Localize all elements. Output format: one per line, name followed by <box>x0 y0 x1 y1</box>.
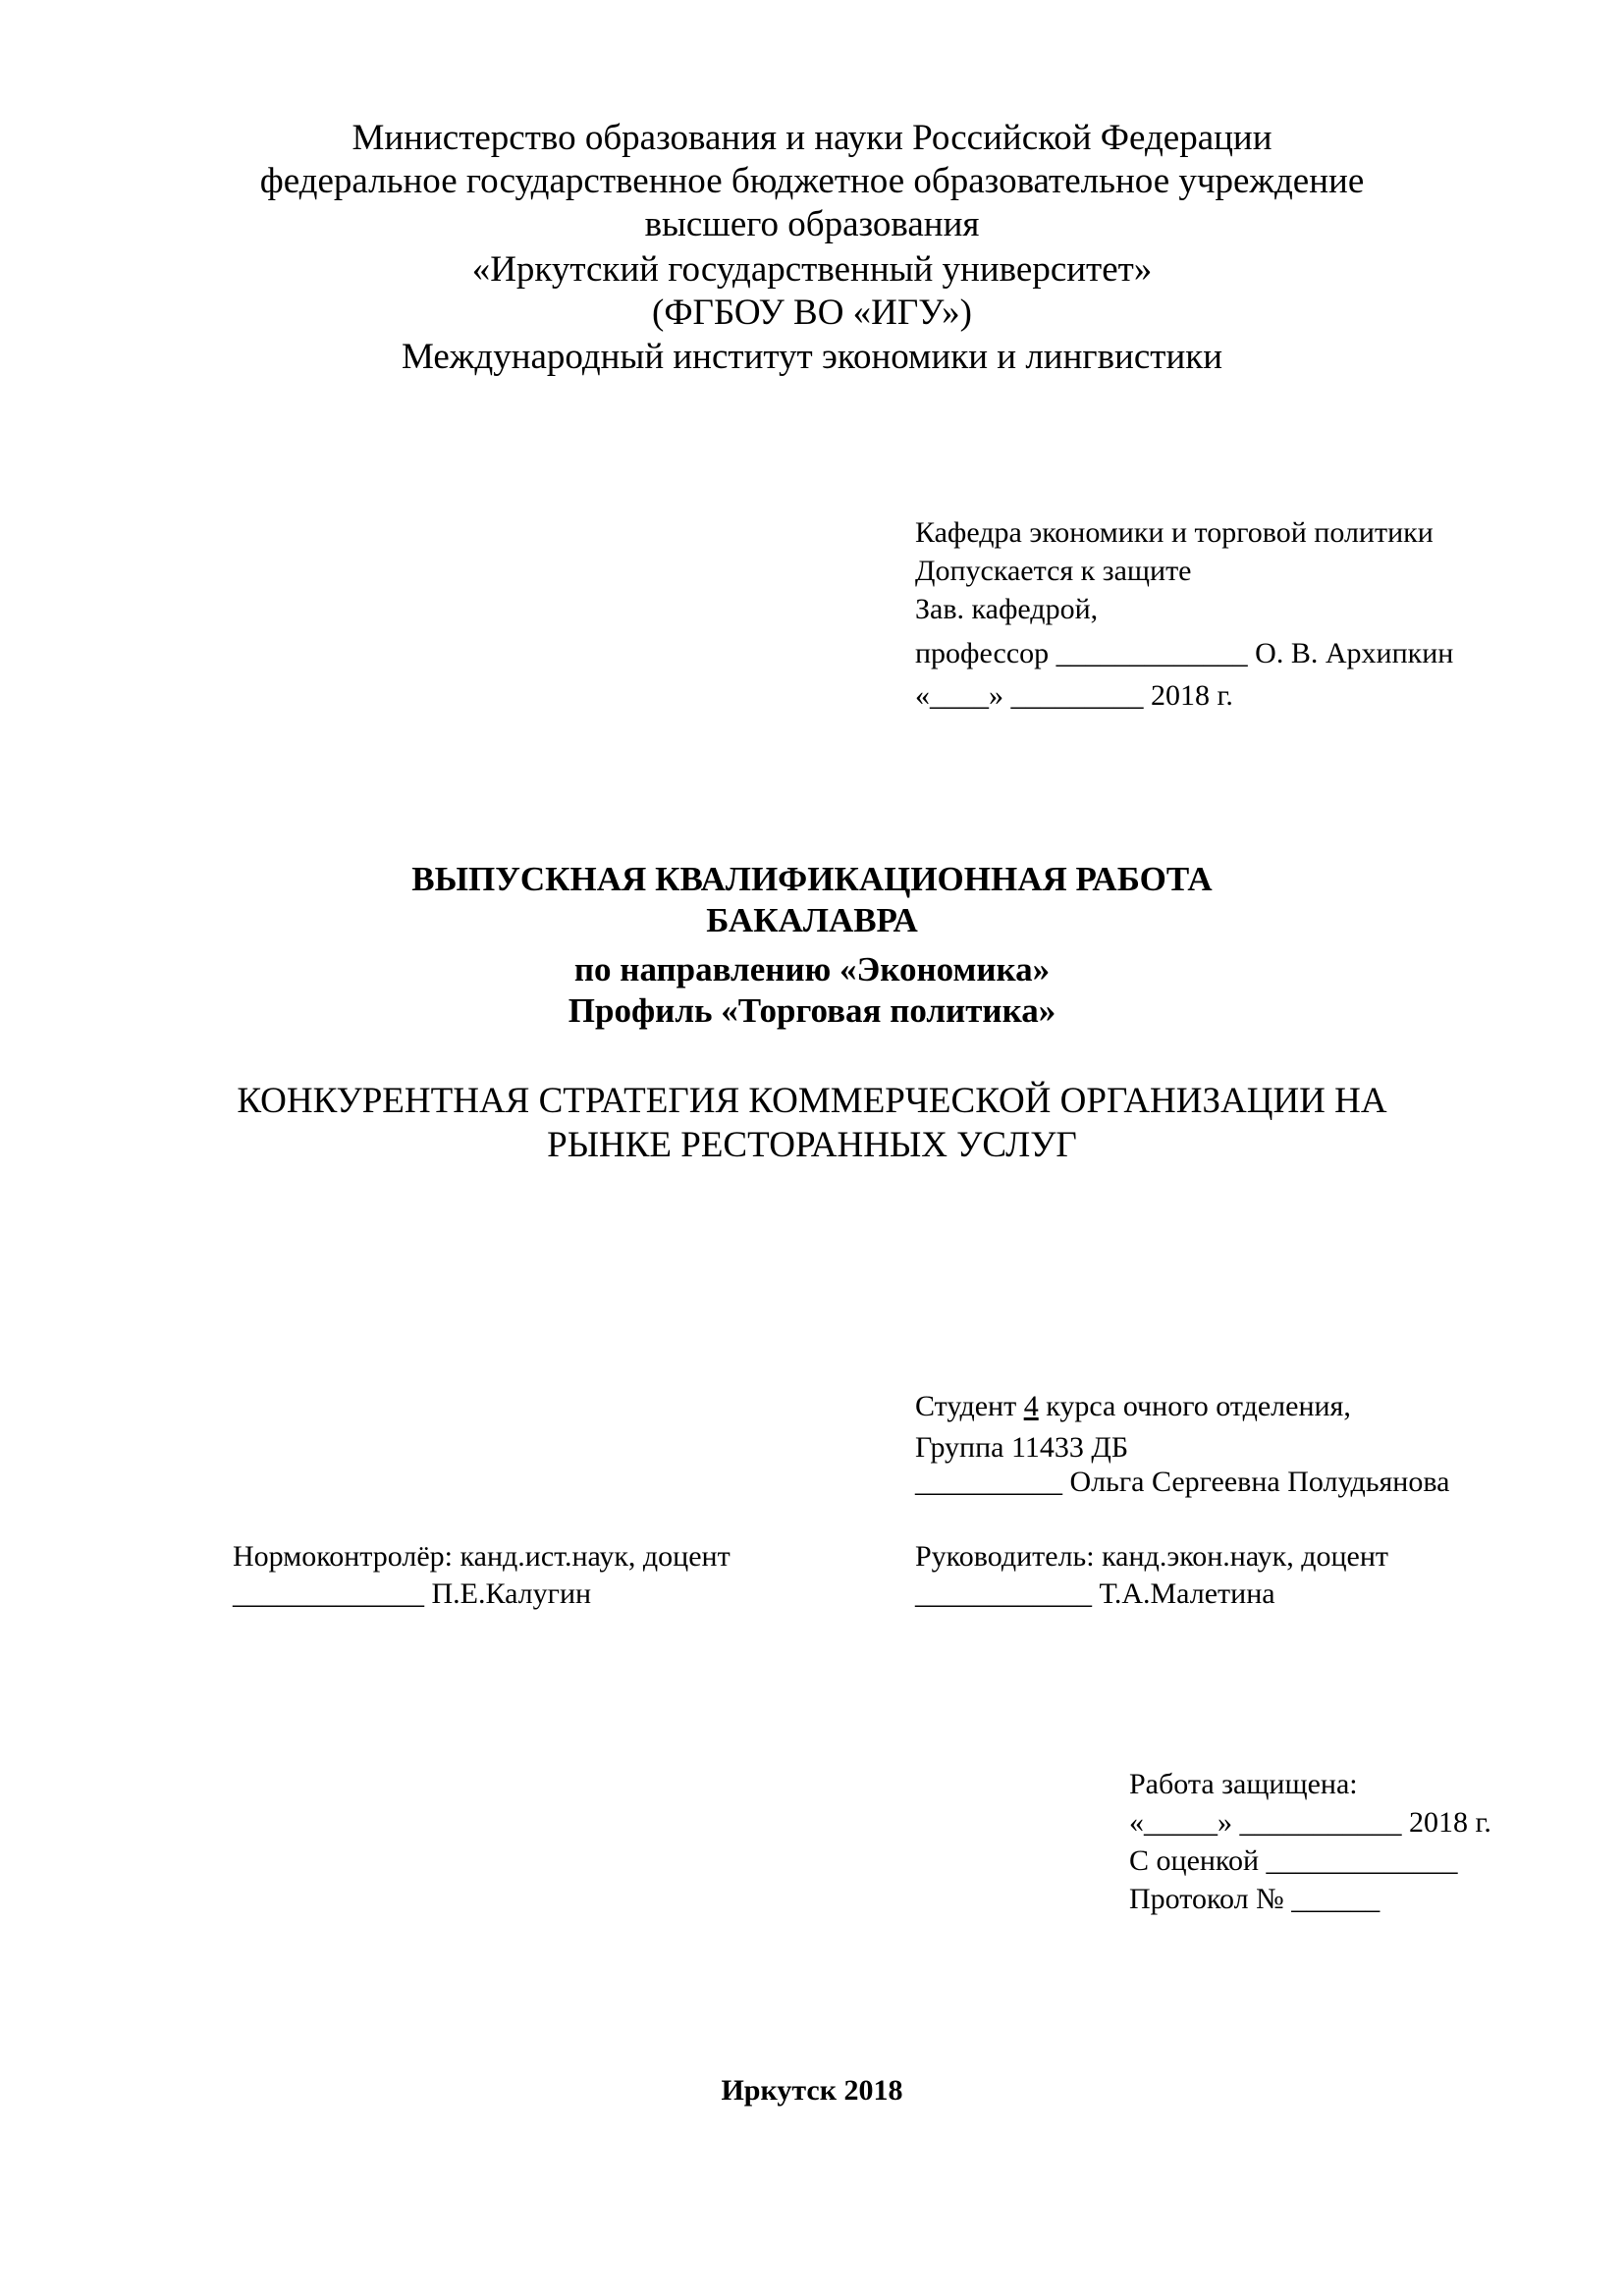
topic-line-2: РЫНКЕ РЕСТОРАННЫХ УСЛУГ <box>547 1125 1077 1165</box>
admission-line: Допускается к защите <box>915 555 1192 587</box>
university-name-line: «Иркутский государственный университет» <box>471 249 1153 290</box>
defended-label: Работа защищена: <box>1129 1768 1358 1800</box>
institute-line: Международный институт экономики и лингвистики <box>401 337 1223 377</box>
supervisor-title: Руководитель: канд.экон.наук, доцент <box>915 1540 1389 1573</box>
department-line: Кафедра экономики и торговой политики <box>915 516 1434 549</box>
profile-line: Профиль «Торговая политика» <box>568 991 1056 1030</box>
topic-line-1: КОНКУРЕНТНАЯ СТРАТЕГИЯ КОММЕРЧЕСКОЙ ОРГАНИЗАЦИИ НА <box>237 1081 1387 1121</box>
professor-signature-line: профессор _____________ О. В. Архипкин <box>915 637 1454 669</box>
city-year: Иркутск 2018 <box>721 2074 903 2107</box>
education-level-line: высшего образования <box>644 204 980 244</box>
supervisor-signature: ____________ Т.А.Малетина <box>915 1577 1275 1610</box>
university-abbr-line: (ФГБОУ ВО «ИГУ») <box>652 293 972 333</box>
grade-line: С оценкой _____________ <box>1129 1844 1458 1877</box>
institution-type-line: федеральное государственное бюджетное образовательное учреждение <box>259 161 1365 201</box>
student-signature-line: __________ Ольга Сергеевна Полудьянова <box>915 1466 1450 1498</box>
ministry-line: Министерство образования и науки Российской Федерации <box>352 118 1272 158</box>
approval-date-line: «____» _________ 2018 г. <box>915 679 1233 712</box>
student-label: Студент <box>915 1390 1024 1422</box>
normcontrol-title: Нормоконтролёр: канд.ист.наук, доцент <box>233 1540 731 1573</box>
defense-date-line: «_____» ___________ 2018 г. <box>1129 1806 1491 1839</box>
protocol-line: Протокол № ______ <box>1129 1883 1380 1915</box>
student-course-line <box>915 1392 1351 1421</box>
student-group-line: Группа 11433 ДБ <box>915 1431 1129 1464</box>
direction-line: по направлению «Экономика» <box>573 950 1051 988</box>
head-of-department-line: Зав. кафедрой, <box>915 593 1099 625</box>
course-number: 4 <box>1023 1390 1039 1422</box>
degree-line: БАКАЛАВРА <box>706 901 918 939</box>
work-type-line: ВЫПУСКНАЯ КВАЛИФИКАЦИОННАЯ РАБОТА <box>411 860 1213 898</box>
normcontrol-signature: _____________ П.Е.Калугин <box>233 1577 592 1610</box>
course-suffix: курса очного отделения, <box>1038 1390 1351 1422</box>
